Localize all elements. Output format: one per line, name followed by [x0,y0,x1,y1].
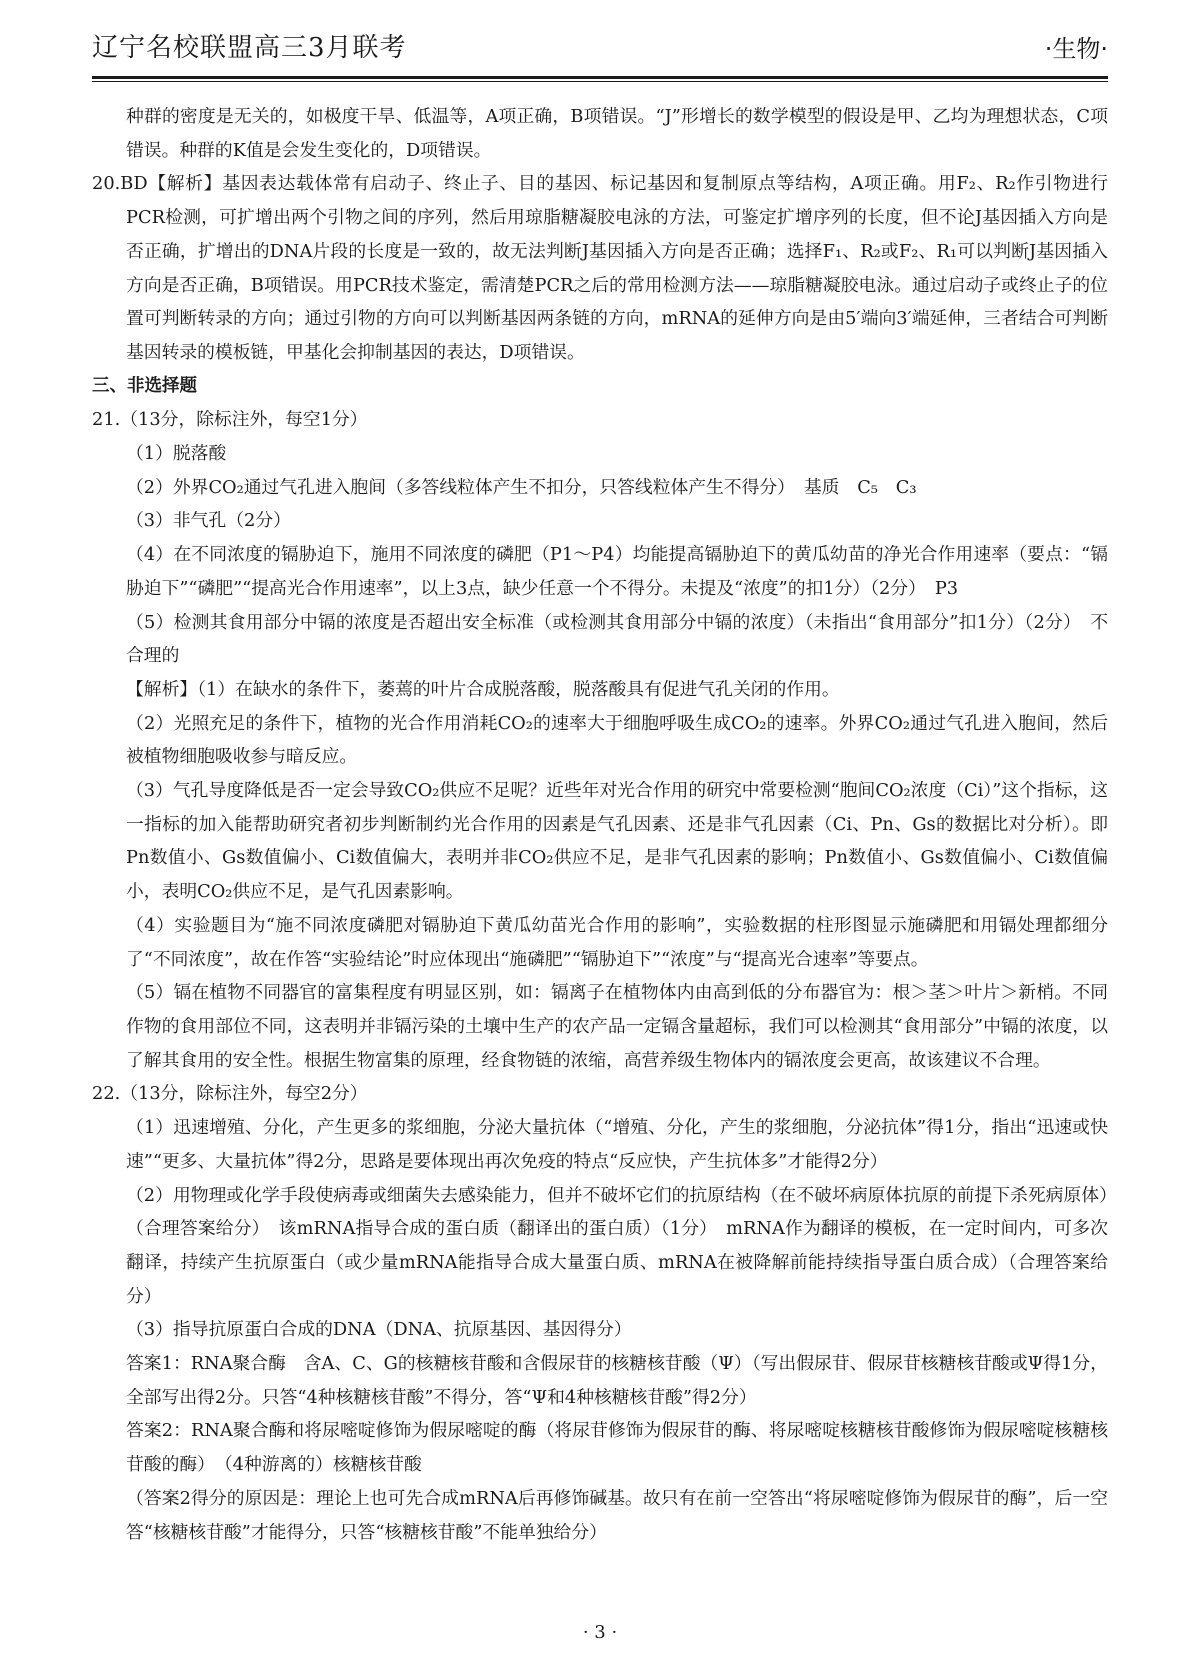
q21-analysis-3: （3）气孔导度降低是否一定会导致CO₂供应不足呢？近些年对光合作用的研究中常要检测“胞间CO₂浓度（Ci）”这个指标，这一指标的加入能帮助研究者初步判断制约光合作用的因素是气孔因素、还是非气孔因素（Ci、Pn、Gs的数据比对分析）。即Pn数值小、Gs数值偏小、Ci数值偏大，表明并非CO₂供应不足，是非气孔因素的影响；Pn数值小、Gs数值偏小、Ci数值偏小，表明CO₂供应不足，是气孔因素影响。 [126,780,1108,903]
q22-part1: （1）迅速增殖、分化，产生更多的浆细胞，分泌大量抗体（“增殖、分化，产生的浆细胞，分泌抗体”得1分，指出“迅速或快速”“更多、大量抗体”得2分，思路是要体现出再次免疫的特点“反应快，产生抗体多”才能得2分） [126,1117,1108,1172]
q21-heading: 21.（13分，除标注外，每空1分） [92,409,368,431]
header-rule-thin [92,81,1108,82]
q21-part3: （3）非气孔（2分） [126,510,291,532]
q22-part2: （2）用物理或化学手段使病毒或细菌失去感染能力，但并不破坏它们的抗原结构（在不破坏病原体抗原的前提下杀死病原体）（合理答案给分） 该mRNA指导合成的蛋白质（翻译出的蛋白质）（1分） mRNA作为翻译的模板，在一定时间内，可多次翻译，持续产生抗原蛋白（或少量mRNA能指导合成大量蛋白质、mRNA在被降解前能持续指导蛋白质合成）（合理答案给分） [126,1184,1108,1307]
q21-part1: （1）脱落酸 [126,443,227,465]
q20-answer: 20.BD【解析】基因表达载体常有启动子、终止子、目的基因、标记基因和复制原点等结构，A项正确。用F₂、R₂作引物进行PCR检测，可扩增出两个引物之间的序列，然后用琼脂糖凝胶电泳的方法，可鉴定扩增序列的长度，但不论J基因插入方向是否正确，扩增出的DNA片段的长度是一致的，故无法判断J基因插入方向是否正确；选择F₁、R₂或F₂、R₁可以判断J基因插入方向是否正确，B项错误。用PCR技术鉴定，需清楚PCR之后的常用检测方法——琼脂糖凝胶电泳。通过启动子或终止子的位置可判断转录的方向；通过引物的方向可以判断基因两条链的方向，mRNA的延伸方向是由5′端向3′端延伸，三者结合可判断基因转录的模板链，甲基化会抑制基因的表达，D项错误。 [92,173,1108,363]
q22-part3: （3）指导抗原蛋白合成的DNA（DNA、抗原基因、基因得分） [126,1319,632,1341]
q21-part4: （4）在不同浓度的镉胁迫下，施用不同浓度的磷肥（P1～P4）均能提高镉胁迫下的黄瓜幼苗的净光合作用速率（要点：“镉胁迫下”“磷肥”“提高光合作用速率”，以上3点，缺少任意一个不得分。未提及“浓度”的扣1分）（2分） P3 [126,544,1108,599]
exam-title: 辽宁名校联盟高三3月联考 [92,33,407,63]
q21-analysis-5: （5）镉在植物不同器官的富集程度有明显区别，如：镉离子在植物体内由高到低的分布器官为：根＞茎＞叶片＞新梢。不同作物的食用部位不同，这表明并非镉污染的土壤中生产的农产品一定镉含量超标，我们可以检测其“食用部分”中镉的浓度，以了解其食用的安全性。根据生物富集的原理，经食物链的浓缩，高营养级生物体内的镉浓度会更高，故该建议不合理。 [126,982,1108,1071]
q21-analysis-1: 【解析】（1）在缺水的条件下，萎蔫的叶片合成脱落酸，脱落酸具有促进气孔关闭的作用。 [126,678,840,700]
section-heading: 三、非选择题 [92,375,197,396]
q19-continuation: 种群的密度是无关的，如极度干旱、低温等，A项正确，B项错误。“J”形增长的数学模型的假设是甲、乙均为理想状态，C项错误。种群的K值是会发生变化的，D项错误。 [126,106,1108,161]
subject-label: ·生物· [1044,35,1108,63]
q21-analysis-4: （4）实验题目为“施不同浓度磷肥对镉胁迫下黄瓜幼苗光合作用的影响”，实验数据的柱形图显示施磷肥和用镉处理都细分了“不同浓度”，故在作答“实验结论”时应体现出“施磷肥”“镉胁迫下”“浓度”与“提高光合速率”等要点。 [126,914,1108,970]
q21-part2: （2）外界CO₂通过气孔进入胞间（多答线粒体产生不扣分，只答线粒体产生不得分） 基质 C₅ C₃ [126,476,917,498]
q22-heading: 22.（13分，除标注外，每空2分） [92,1083,368,1105]
q22-note: （答案2得分的原因是：理论上也可先合成mRNA后再修饰碱基。故只有在前一空答出“将尿嘧啶修饰为假尿苷的酶”，后一空答“核糖核苷酸”才能得分，只答“核糖核苷酸”不能单独给分） [126,1487,1108,1543]
page-header [92,28,1108,70]
q22-answer-2: 答案2：RNA聚合酶和将尿嘧啶修饰为假尿嘧啶的酶（将尿苷修饰为假尿苷的酶、将尿嘧啶核糖核苷酸修饰为假尿嘧啶核糖核苷酸的酶） （4种游离的）核糖核苷酸 [126,1420,1108,1476]
q21-analysis-2: （2）光照充足的条件下，植物的光合作用消耗CO₂的速率大于细胞呼吸生成CO₂的速率。外界CO₂通过气孔进入胞间，然后被植物细胞吸收参与暗反应。 [126,712,1108,768]
q22-answer-1: 答案1：RNA聚合酶 含A、C、G的核糖核苷酸和含假尿苷的核糖核苷酸（Ψ）（写出假尿苷、假尿苷核糖核苷酸或Ψ得1分，全部写出得2分。只答“4种核糖核苷酸”不得分，答“Ψ和4种核糖核苷酸”得2分） [126,1353,1108,1408]
q21-part5: （5）检测其食用部分中镉的浓度是否超出安全标准（或检测其食用部分中镉的浓度）（未指出“食用部分”扣1分）（2分） 不合理的 [126,611,1108,667]
answer-content [92,100,1108,1549]
page-number: · 3 · [582,1622,618,1643]
header-rule-thick [92,76,1108,79]
